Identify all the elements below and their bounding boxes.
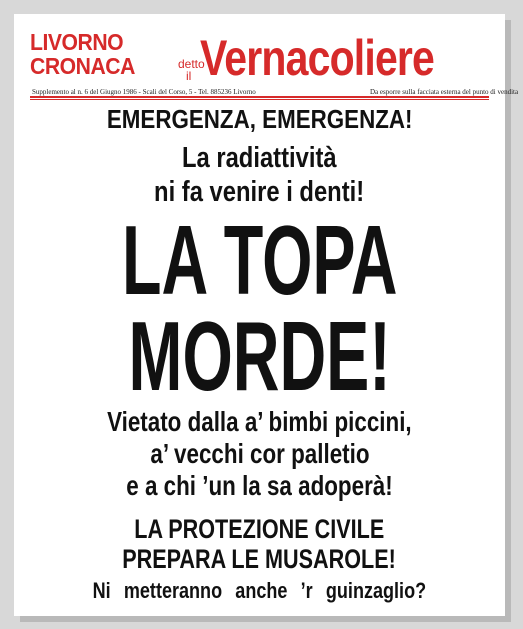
- detto-word: detto: [178, 57, 205, 71]
- il-word: il: [186, 69, 192, 83]
- masthead-title: Vernacoliere: [200, 30, 435, 86]
- headline-guinzaglio: [14, 578, 505, 604]
- poster-page: [14, 14, 519, 616]
- headline-morde: [14, 301, 505, 411]
- headline-text: a’ vecchi cor palletio: [149, 438, 370, 469]
- headline-protezione-civile: [14, 514, 505, 544]
- brand-line-cronaca: CRONACA: [30, 53, 135, 79]
- headline-text: PREPARA LE MUSAROLE!: [122, 544, 397, 574]
- masthead-rule-top: [30, 96, 489, 98]
- headline-text: La radiattività: [182, 142, 337, 174]
- headline-text: Ni metteranno anche ’r guinzaglio?: [92, 578, 427, 603]
- headline-radiattivita: [14, 142, 505, 174]
- headline-emergenza: [14, 104, 505, 134]
- headline-text: LA TOPA: [121, 205, 398, 315]
- headline-vecchi: [14, 438, 505, 469]
- masthead: [14, 14, 519, 104]
- brand-line-livorno: LIVORNO: [30, 29, 124, 55]
- masthead-info-right: Da esporre sulla facciata esterna del punto di vendita: [370, 88, 519, 96]
- headline-adopera: [14, 470, 505, 501]
- headline-text: ni fa venire i denti!: [154, 176, 365, 208]
- headline-text: e a chi ’un la sa adoperà!: [126, 470, 393, 501]
- headline-text: Vietato dalla a’ bimbi piccini,: [107, 406, 412, 437]
- headline-la-topa: [14, 205, 505, 315]
- headline-vietato: [14, 406, 505, 437]
- headline-musarole: [14, 544, 505, 574]
- masthead-info-left: Supplemento al n. 6 del Giugno 1986 - Scali del Corso, 5 - Tel. 885236 Livorno: [32, 88, 256, 96]
- masthead-rule-bottom: [30, 99, 489, 100]
- headline-text: MORDE!: [128, 301, 391, 411]
- masthead-left-brand: [30, 30, 135, 78]
- headline-denti: [14, 176, 505, 208]
- headline-text: LA PROTEZIONE CIVILE: [134, 514, 385, 544]
- headline-text: EMERGENZA, EMERGENZA!: [106, 104, 413, 134]
